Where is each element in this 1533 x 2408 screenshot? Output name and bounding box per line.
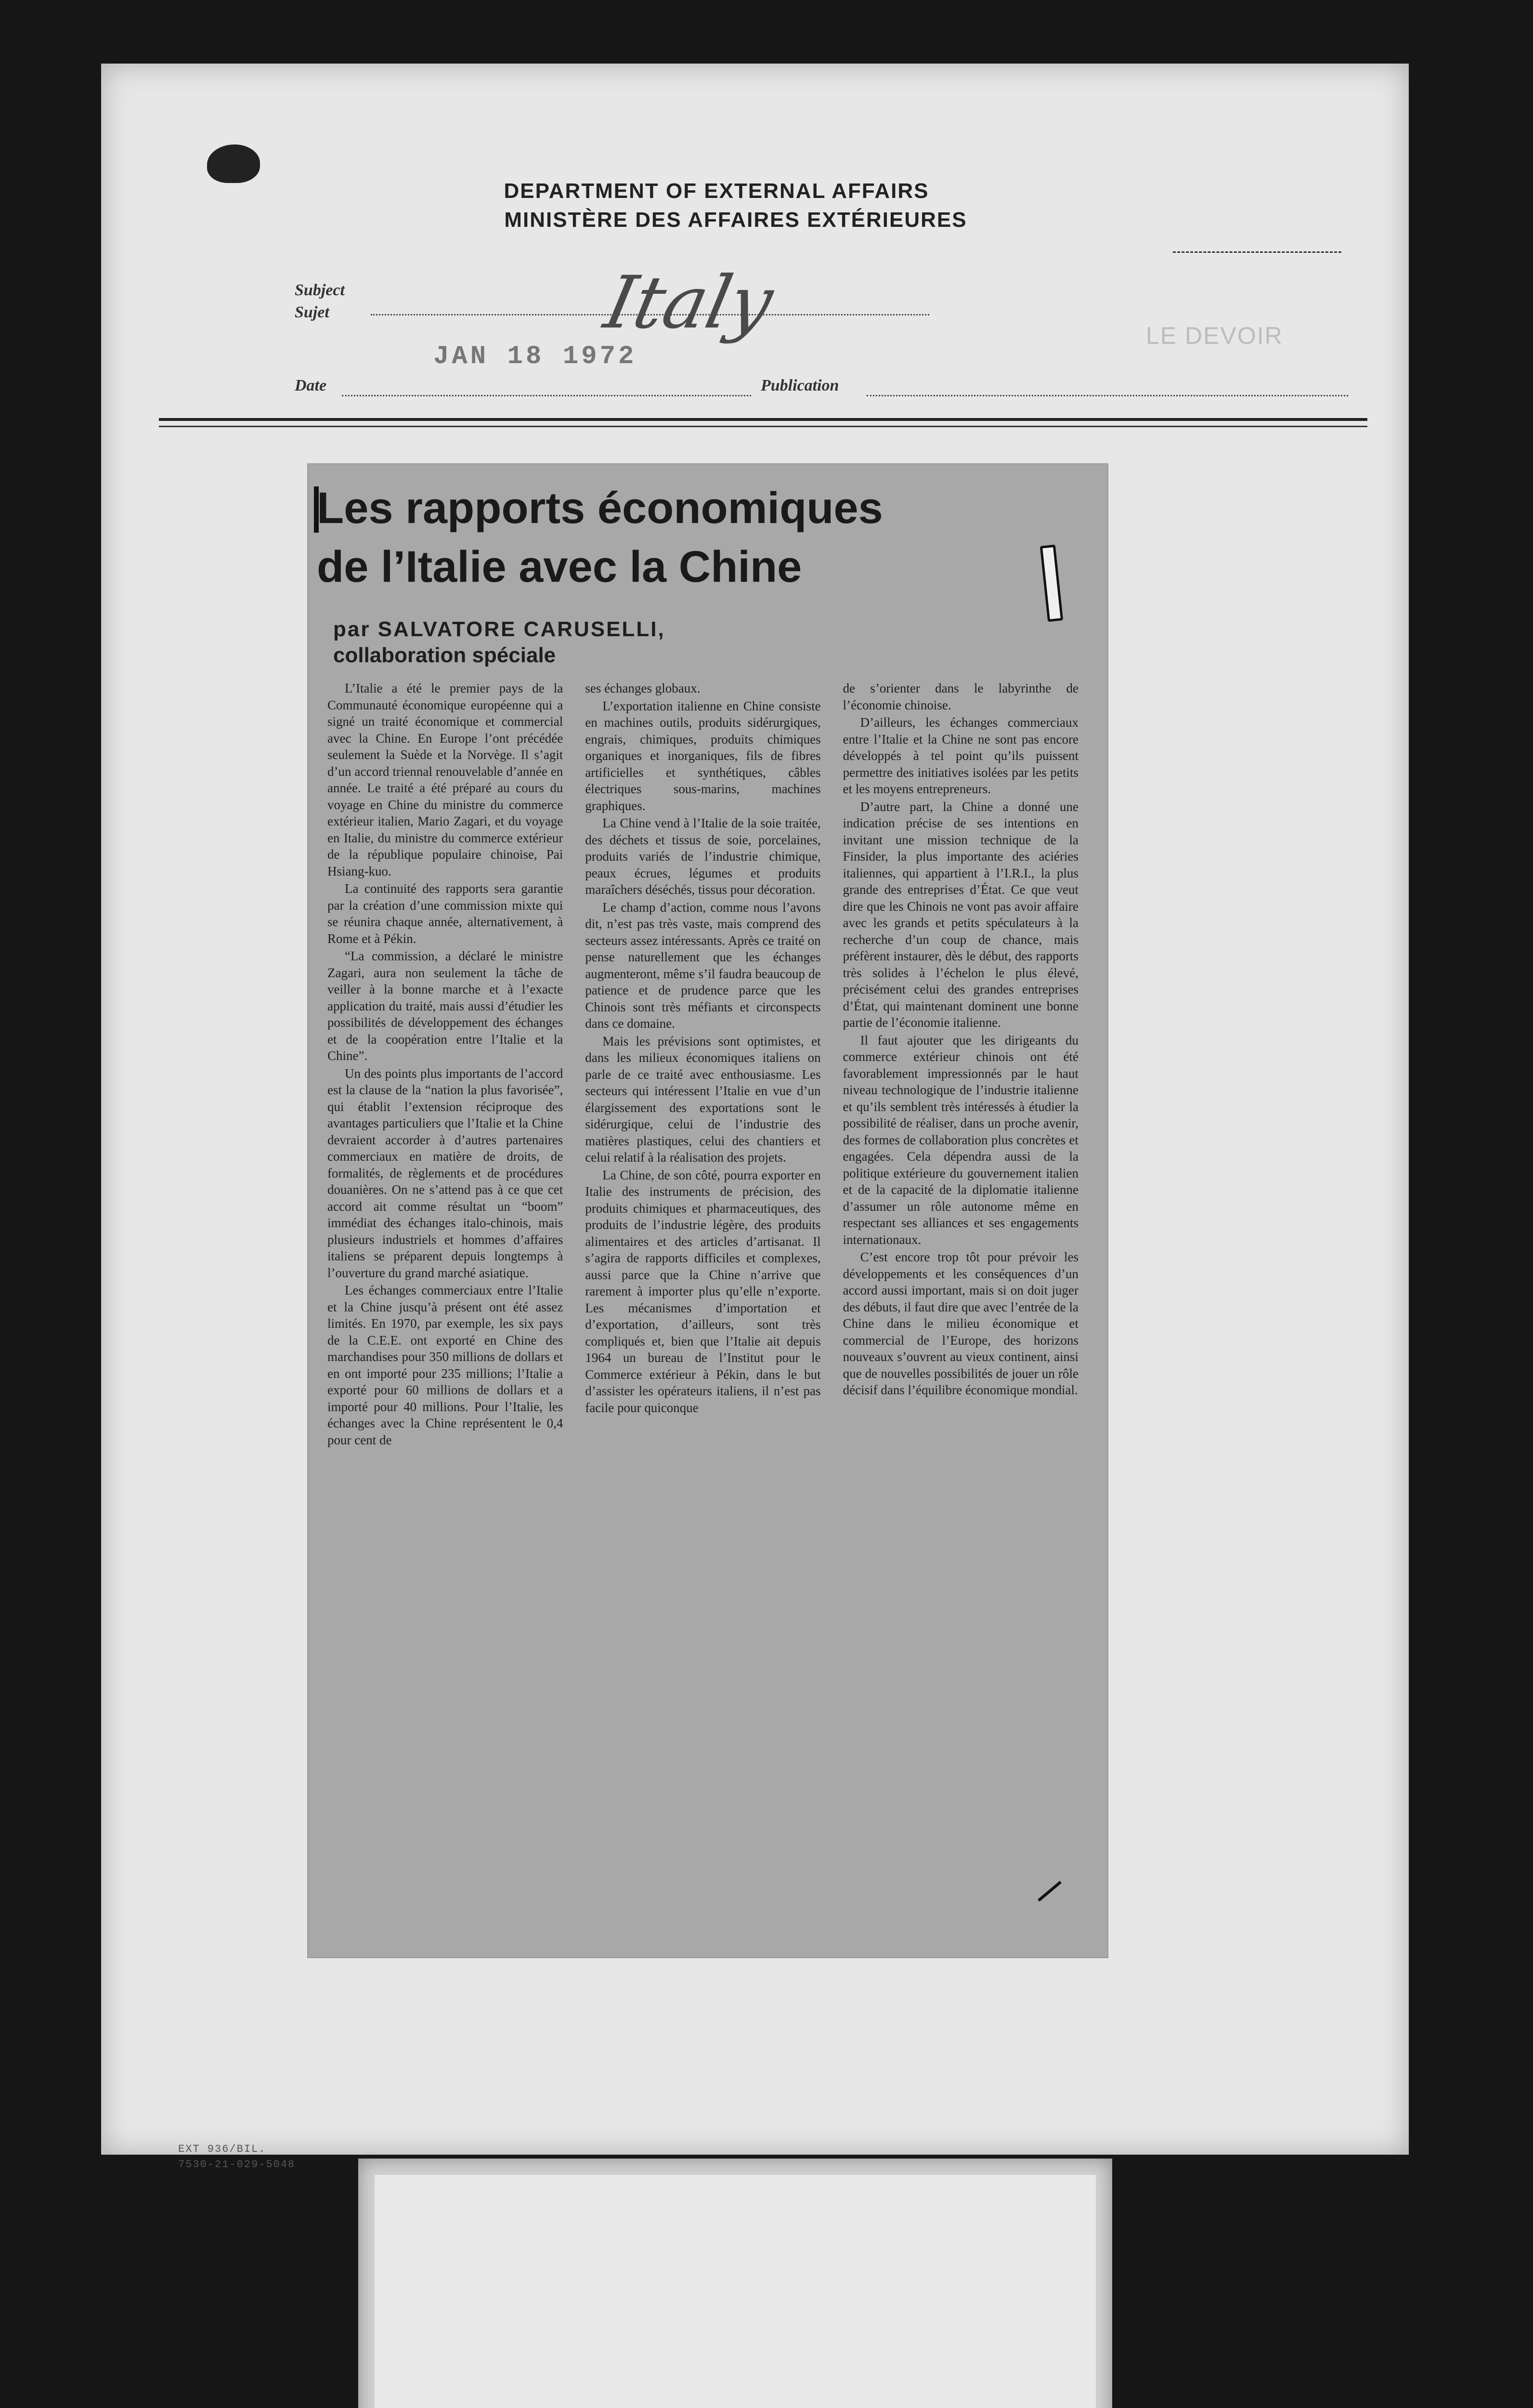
paragraph: Le champ d’action, comme nous l’avons dit, n’est pas très vaste, mais comprend des secteurs assez intéressants. Après ce traité on pense naturellement que les échanges augmenteront, même s’il faudra beaucoup de patience et de prudence parce que les Chinois sont très méfiants et circonspects dans ce domaine. (585, 900, 821, 1031)
department-title-fr: MINISTÈRE DES AFFAIRES EXTÉRIEURES (504, 208, 967, 232)
next-sheet-edge (358, 2159, 1112, 2408)
headline-line-2: de l’Italie avec la Chine (317, 542, 802, 591)
newspaper-clipping (308, 464, 1107, 1957)
publication-stamp: LE DEVOIR (1146, 322, 1283, 349)
date-field-line (342, 395, 751, 396)
article-column-1 (327, 680, 563, 1937)
form-stock-number: 7530-21-029-5048 (178, 2159, 296, 2171)
byline-author: par SALVATORE CARUSELLI, (333, 617, 665, 641)
article-headline (317, 479, 1029, 596)
article-byline (333, 616, 665, 668)
article-body (327, 680, 1078, 1937)
date-label: Date (295, 377, 327, 394)
publication-label: Publication (761, 377, 839, 394)
paragraph: D’ailleurs, les échanges commerciaux entre l’Italie et la Chine ne sont pas encore développés à tel point qu’ils puissent permettre des initiatives isolées par les petits et les moyens entrepreneurs. (843, 715, 1078, 796)
paragraph: L’exportation italienne en Chine consiste en machines outils, produits sidérurgiques, engrais, chimiques, produits chimiques organiques et inorganiques, fils de fibres artificielles et synthétiques, câbles électriques sous-marins, machines graphiques. (585, 698, 821, 813)
header-rule-thin (159, 426, 1367, 427)
paragraph: ses échanges globaux. (585, 681, 701, 695)
paragraph: Il faut ajouter que les dirigeants du commerce extérieur chinois ont été favorablement impressionnés par le haut niveau technologique de l’industrie italienne et qu’ils semblent très intéressés à étudier la possibilité de réaliser, dans un proche avenir, des formes de collaboration plus concrètes et engagées. Cela dépendra aussi de la politique extérieure du gouvernement italien et de la capacité de la diplomatie italienne d’assumer un rôle autonome même en respectant ses alliances et ses engagements internationaux. (843, 1033, 1078, 1247)
paragraph: C’est encore trop tôt pour prévoir les développements et les conséquences d’un accord aussi important, mais si on doit juger des débuts, il faut dire que avec l’entrée de la Chine dans le milieu économique et commercial de l’Europe, des horizons nouveaux s’ouvrent au vieux continent, ainsi que de nouvelles possibilités de jouer un rôle décisif dans l’équilibre économique mondial. (843, 1250, 1078, 1397)
top-right-rule (1173, 251, 1341, 253)
sujet-label: Sujet (295, 303, 329, 321)
subject-handwritten-value: Italy (598, 261, 780, 345)
byline-role: collaboration spéciale (333, 643, 556, 667)
paragraph: La continuité des rapports sera garantie par la création d’une commission mixte qui se réunira chaque année, alternativement, à Rome et à Pékin. (327, 881, 563, 946)
publication-field-line (867, 395, 1348, 396)
subject-label: Subject (295, 281, 345, 299)
paragraph: Mais les prévisions sont optimistes, et dans les milieux économiques italiens on parle de ce traité avec enthousiasme. Les secteurs qui intéressent l’Italie en vue d’un élargissement des exportations sont le sidérurgique, celui de l’industrie des matières plastiques, celui des chantiers et celui relatif à la réalisation des projets. (585, 1034, 821, 1165)
paragraph: de s’orienter dans le labyrinthe de l’économie chinoise. (843, 681, 1078, 712)
paragraph: D’autre part, la Chine a donné une indication précise de ses intentions en invitant une mission technique de la Finsider, la plus importante des aciéries italiennes, qui appartient à l’I.R.I., la plus grande des entreprises d’État. Ce que veut dire que les Chinois ne vont pas avoir affaire avec les grands et petits spéculateurs à la recherche d’un coup de chance, mais préfèrent instaurer, dès le début, des rapports très solides à l’échelon le plus élevé, précisément celui des grandes entreprises d’État, qui maintenant dominent une bonne partie de l’économie italienne. (843, 799, 1078, 1030)
article-column-2 (585, 680, 820, 1937)
header-rule (159, 418, 1367, 421)
article-column-3 (843, 680, 1078, 1937)
department-title-en: DEPARTMENT OF EXTERNAL AFFAIRS (504, 179, 929, 203)
paragraph: La Chine vend à l’Italie de la soie traitée, des déchets et tissus de soie, porcelaines, produits variés de l’industrie chimique, peaux écrues, légumes et produits maraîchers déséchés, tissus pour décoration. (585, 816, 821, 897)
date-stamp: JAN 18 1972 (433, 342, 637, 371)
headline-line-1: Les rapports économiques (317, 484, 883, 533)
paragraph: La Chine, de son côté, pourra exporter en Italie des instruments de précision, des produits chimiques et pharmaceutiques, des produits de l’industrie légère, des produits alimentaires et des articles d’artisanat. Il s’agira de rapports difficiles et complexes, aussi parce que la Chine n’arrive que rarement à importer plus qu’elle n’exporte. Les mécanismes d’importation et d’exportation, d’ailleurs, sont très compliqués et, bien que l’Italie ait depuis 1964 un bureau de l’Institut pour le Commerce extérieur à Pékin, dans le but d’assister les opérateurs italiens, il n’est pas facile pour quiconque (585, 1167, 821, 1415)
paragraph: Les échanges commerciaux entre l’Italie et la Chine jusqu’à présent ont été assez limités. En 1970, par exemple, les six pays de la C.E.E. ont exporté en Chine des marchandises pour 350 millions de dollars et en ont importé pour 235 millions; l’Italie a exporté pour 60 millions de dollars et a importé pour 40 millions. Pour l’Italie, les échanges avec la Chine représentent le 0,4 pour cent de (327, 1283, 563, 1447)
ink-blot (207, 144, 260, 183)
document-sheet (101, 64, 1409, 2171)
paragraph: “La commission, a déclaré le ministre Zagari, aura non seulement la tâche de veiller à la bonne marche et à l’exacte application du traité, mais aussi d’étudier les possibilités de développement des échanges et de la coopération entre l’Italie et la Chine”. (327, 949, 563, 1063)
paragraph: Un des points plus importants de l’accord est la clause de la “nation la plus favorisée”, qui établit l’extension réciproque des avantages particuliers que l’Italie et la Chine devraient accorder à d’autres partenaires commerciaux en matière de droits, de formalités, de règlements et de procédures douanières. On ne s’attend pas à ce que cet accord ait comme résultat un “boom” immédiat des échanges italo-chinois, mais plusieurs industriels et hommes d’affaires italiens se préparent depuis longtemps à l’ouverture du grand marché asiatique. (327, 1066, 563, 1280)
form-code: EXT 936/BIL. (178, 2143, 266, 2155)
margin-bracket-mark (1040, 545, 1063, 622)
paragraph: L’Italie a été le premier pays de la Communauté économique européenne qui a signé un traité économique et commercial avec la Chine. En Europe l’ont précédée seulement la Suède et la Norvège. Il s’agit d’un accord triennal renouvelable d’année en année. Le traité a été préparé au cours du voyage en Chine du ministre du commerce extérieur italien, Mario Zagari, et du voyage en Italie, du ministre du commerce extérieur de la république populaire chinoise, Pai Hsiang-kuo. (327, 681, 563, 878)
